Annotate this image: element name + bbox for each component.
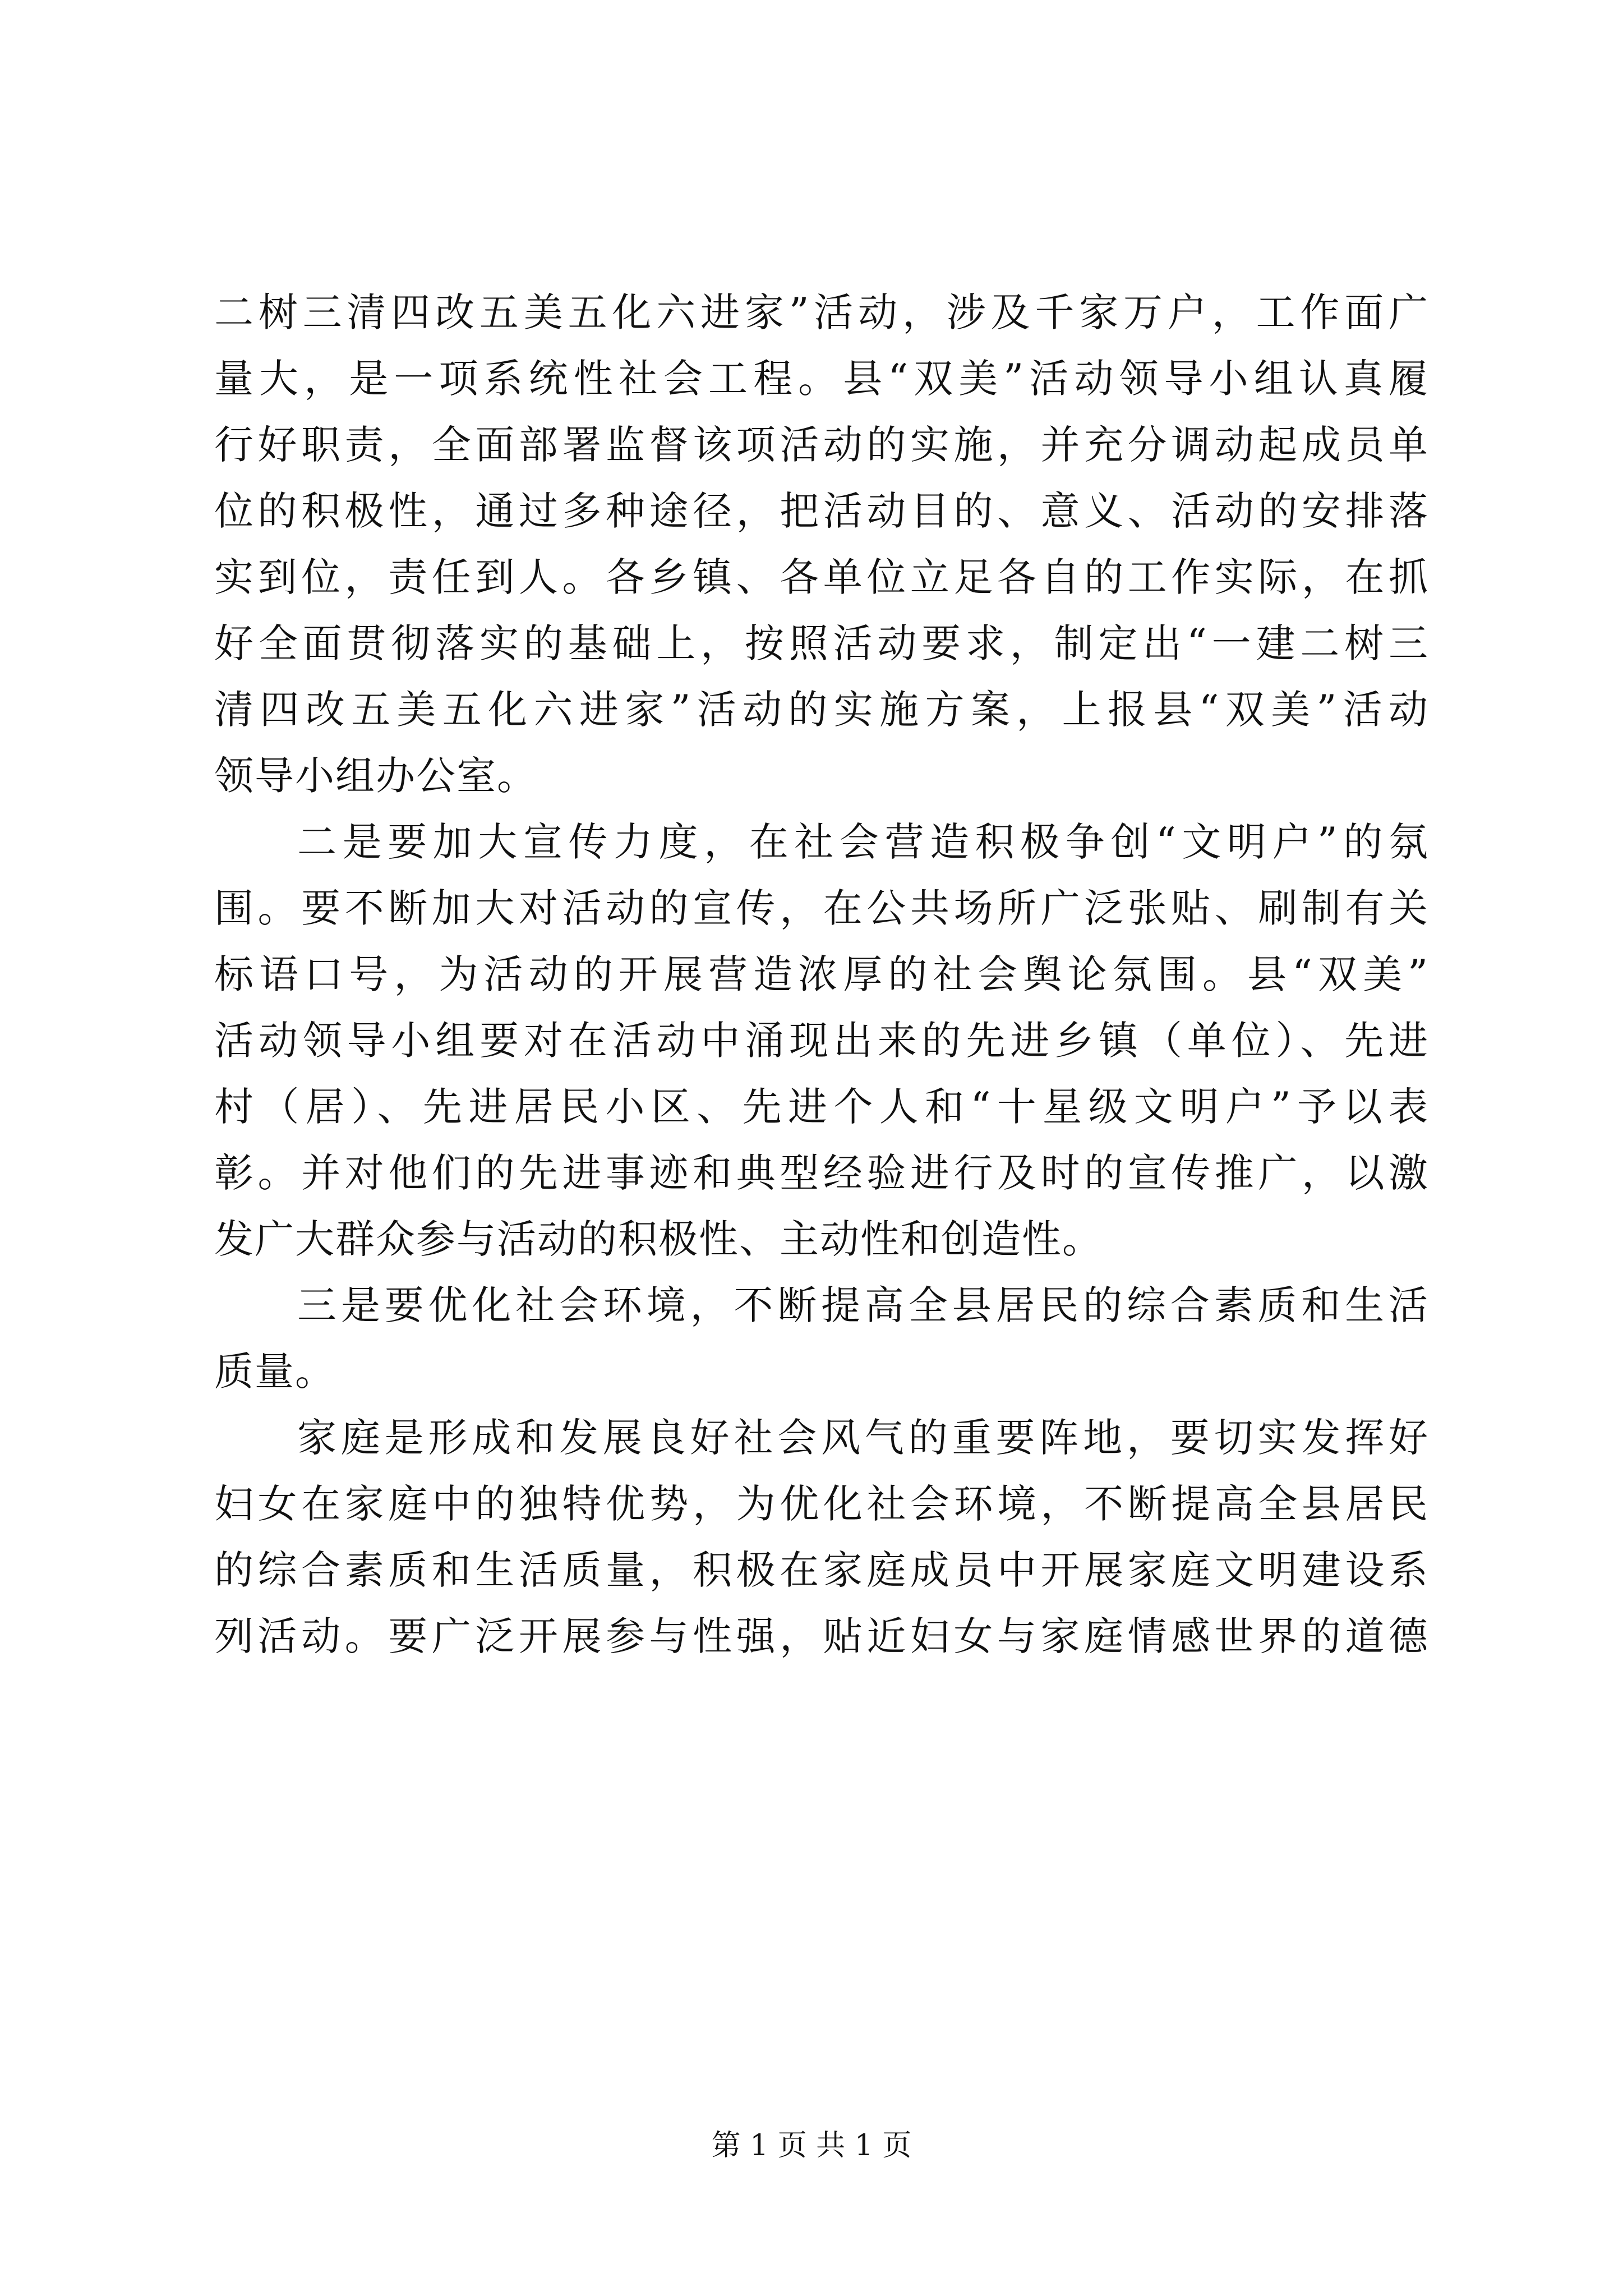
text-line: 发广大群众参与活动的积极性、主动性和创造性。 bbox=[214, 1216, 1103, 1262]
text-line: 质量。 bbox=[214, 1349, 335, 1395]
text-line: 三是要优化社会环境，不断提高全县居民的综合素质和生活 bbox=[297, 1282, 1429, 1328]
text-line: 量大，是一项系统性社会工程。县“双美”活动领导小组认真履 bbox=[214, 356, 1429, 402]
text-line: 村（居）、先进居民小区、先进个人和“十星级文明户”予以表 bbox=[214, 1084, 1429, 1130]
text-line: 二是要加大宣传力度，在社会营造积极争创“文明户”的氛 bbox=[297, 819, 1429, 865]
text-line: 领导小组办公室。 bbox=[214, 753, 537, 799]
text-line: 的综合素质和生活质量，积极在家庭成员中开展家庭文明建设系 bbox=[214, 1547, 1429, 1593]
text-line: 标语口号，为活动的开展营造浓厚的社会舆论氛围。县“双美” bbox=[214, 951, 1429, 997]
text-line: 妇女在家庭中的独特优势，为优化社会环境，不断提高全县居民 bbox=[214, 1481, 1429, 1527]
text-line: 家庭是形成和发展良好社会风气的重要阵地，要切实发挥好 bbox=[297, 1415, 1429, 1461]
text-line: 实到位，责任到人。各乡镇、各单位立足各自的工作实际，在抓 bbox=[214, 554, 1429, 600]
text-line: 二树三清四改五美五化六进家”活动，涉及千家万户，工作面广 bbox=[214, 289, 1429, 335]
text-line: 围。要不断加大对活动的宣传，在公共场所广泛张贴、刷制有关 bbox=[214, 885, 1429, 931]
text-line: 列活动。要广泛开展参与性强，贴近妇女与家庭情感世界的道德 bbox=[214, 1613, 1429, 1659]
page-number-footer: 第 1 页 共 1 页 bbox=[711, 2129, 912, 2162]
text-line: 位的积极性，通过多种途径，把活动目的、意义、活动的安排落 bbox=[214, 488, 1429, 534]
body-text bbox=[214, 279, 1429, 1669]
text-line: 好全面贯彻落实的基础上，按照活动要求，制定出“一建二树三 bbox=[214, 620, 1429, 666]
text-line: 彰。并对他们的先进事迹和典型经验进行及时的宣传推广，以激 bbox=[214, 1150, 1429, 1196]
text-line: 清四改五美五化六进家”活动的实施方案，上报县“双美”活动 bbox=[214, 687, 1429, 733]
text-line: 活动领导小组要对在活动中涌现出来的先进乡镇（单位）、先进 bbox=[214, 1018, 1429, 1064]
text-line: 行好职责，全面部署监督该项活动的实施，并充分调动起成员单 bbox=[214, 422, 1429, 468]
